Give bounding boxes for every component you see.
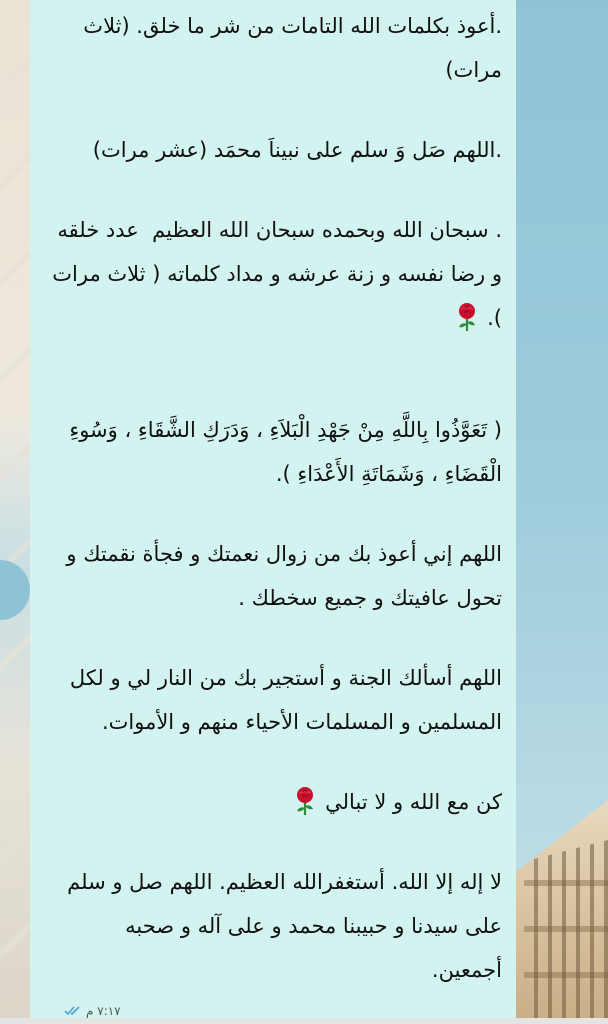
message-paragraph-8: لا إله إلا الله. أستغفرالله العظيم. اللهم صل و سلم على سيدنا و حبيبنا محمد و على آله و صحبه أجمعين. <box>60 870 502 982</box>
message-paragraph-4: ( تَعَوَّذُوا بِاللَّهِ مِنْ جَهْدِ الْبَلاَءِ ، وَدَرَكِ الشَّقَاءِ ، وَسُوءِ الْقَضَاءِ ، وَشَمَاتَةِ الأَعْدَاءِ ). <box>62 418 502 486</box>
message-meta <box>64 1004 121 1018</box>
message-bubble[interactable] <box>30 0 516 1024</box>
message-paragraph-6: اللهم أسألك الجنة و أستجير بك من النار لي و لكل المسلمين و المسلمات الأحياء منهم و الأموات. <box>63 666 502 734</box>
message-paragraph-7 <box>52 780 502 824</box>
message-paragraph-3-text: . سبحان الله وبحمده سبحان الله العظيم عدد خلقه و رضا نفسه و زنة عرشه و مداد كلماته ( ثلاث مرات ). <box>45 218 502 330</box>
double-check-icon <box>64 1005 82 1017</box>
rose-emoji-icon <box>453 301 481 333</box>
message-paragraph-3 <box>45 208 502 340</box>
message-paragraph-2: .اللهم صَل وَ سلم على نبيناَ محمَد (عشر مرات) <box>92 138 502 162</box>
bottom-strip <box>0 1018 608 1024</box>
message-paragraph-7-text: كن مع الله و لا تبالي <box>325 790 502 814</box>
message-paragraph-1: .أعوذ بكلمات الله التامات من شر ما خلق. (ثلاث مرات) <box>76 14 502 82</box>
wallpaper-building-windows <box>524 840 608 1020</box>
message-time: ٧:١٧ م <box>86 1004 121 1018</box>
rose-emoji-icon <box>291 785 319 817</box>
wallpaper-left <box>0 0 30 1024</box>
message-paragraph-5: اللهم إني أعوذ بك من زوال نعمتك و فجأة نقمتك و تحول عافيتك و جميع سخطك . <box>59 542 502 610</box>
